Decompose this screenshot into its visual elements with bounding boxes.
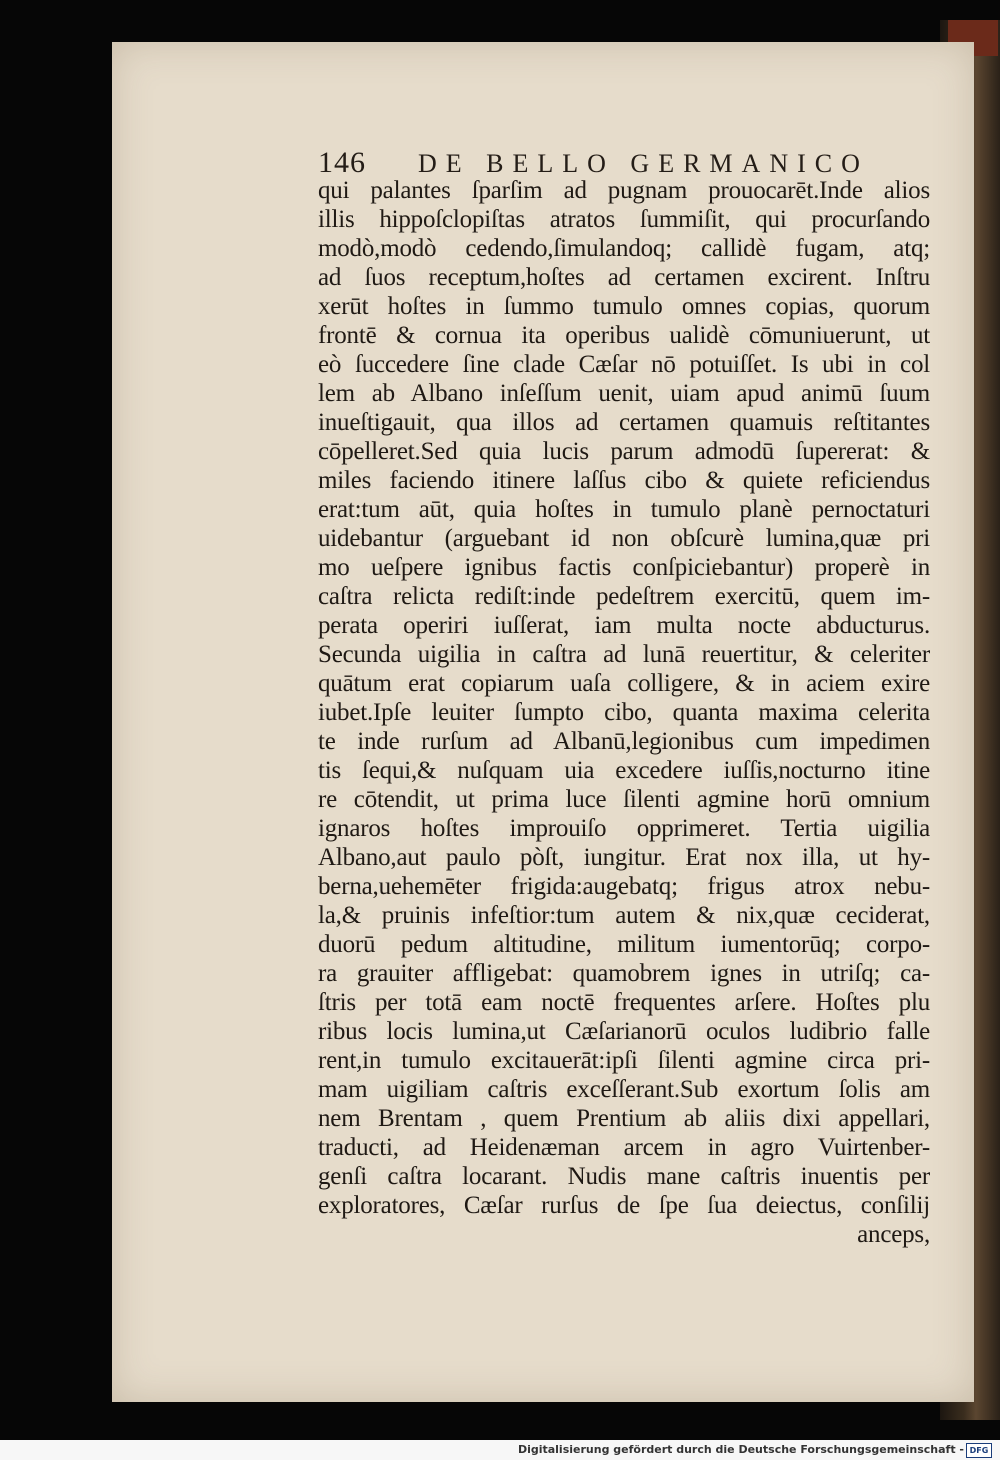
text-line: xerūt hoſtes in ſummo tumulo omnes copias, quorum [318,293,930,320]
text-line: eò ſuccedere ſine clade Cæſar nō potuiſſet. Is ubi in col [318,351,930,378]
text-line: ribus locis lumina,ut Cæſarianorū oculos ludibrio falle [318,1018,930,1045]
text-line: tis ſequi,& nuſquam uia excedere iuſſis,nocturno itine [318,757,930,784]
text-line: modò,modò cedendo,ſimulandoq; callidè fugam, atq; [318,235,930,262]
text-line: iubet.Ipſe leuiter ſumpto cibo, quanta maxima celerita [318,699,930,726]
text-line: lem ab Albano inſeſſum uenit, uiam apud animū ſuum [318,380,930,407]
digitization-footer [0,1440,1000,1460]
text-line: ad ſuos receptum,hoſtes ad certamen excirent. Inſtru [318,264,930,291]
text-line: berna,uehemēter frigida:augebatq; frigus atrox nebu- [318,873,930,900]
text-line: re cōtendit, ut prima luce ſilenti agmine horū omnium [318,786,930,813]
text-line: Secunda uigilia in caſtra ad lunā reuertitur, & celeriter [318,641,930,668]
dfg-logo-icon: DFG [966,1443,992,1458]
text-line: rent,in tumulo excitauerāt:ipſi ſilenti agmine circa pri- [318,1047,930,1074]
text-line: nem Brentam , quem Prentium ab aliis dixi appellari, [318,1105,930,1132]
text-line: qui palantes ſparſim ad pugnam prouocarēt.Inde alios [318,177,930,204]
text-line: ra grauiter affligebat: quamobrem ignes in utriſq; ca- [318,960,930,987]
text-line: ſtris per totā eam noctē frequentes arſere. Hoſtes plu [318,989,930,1016]
text-line: frontē & cornua ita operibus ualidè cōmuniuerunt, ut [318,322,930,349]
text-line: quātum erat copiarum uaſa colligere, & in aciem exire [318,670,930,697]
text-line: cōpelleret.Sed quia lucis parum admodū ſupererat: & [318,438,930,465]
body-text [318,176,930,1249]
text-line: uidebantur (arguebant id non obſcurè lumina,quæ pri [318,525,930,552]
text-line: traducti, ad Heidenæman arcem in agro Vuirtenber- [318,1134,930,1161]
running-title: DE BELLO GERMANICO [418,149,869,178]
text-line: perata operiri iuſſerat, iam multa nocte abducturus. [318,612,930,639]
text-line: mo ueſpere ignibus factis conſpiciebantur) properè in [318,554,930,581]
text-line: Albano,aut paulo pòſt, iungitur. Erat nox illa, ut hy- [318,844,930,871]
text-line: te inde rurſum ad Albanū,legionibus cum impedimen [318,728,930,755]
funding-notice: Digitalisierung gefördert durch die Deutsche Forschungsgemeinschaft - [517,1443,964,1456]
text-line: exploratores, Cæſar rurſus de ſpe ſua deiectus, conſilij [318,1192,930,1219]
text-line: inueſtigauit, qua illos ad certamen quamuis reſtitantes [318,409,930,436]
text-line: ignaros hoſtes improuiſo opprimeret. Tertia uigilia [318,815,930,842]
text-line: illis hippoſclopiſtas atratos ſummiſit, qui procurſando [318,206,930,233]
text-line: mam uigiliam caſtris exceſſerant.Sub exortum ſolis am [318,1076,930,1103]
text-line: miles faciendo itinere laſſus cibo & quiete reficiendus [318,467,930,494]
catchword: anceps, [857,1221,930,1248]
text-line: duorū pedum altitudine, militum iumentorūq; corpo- [318,931,930,958]
text-line: la,& pruinis infeſtior:tum autem & nix,quæ ceciderat, [318,902,930,929]
text-line: erat:tum aūt, quia hoſtes in tumulo planè pernoctaturi [318,496,930,523]
text-line: caſtra relicta rediſt:inde pedeſtrem exercitū, quem im- [318,583,930,610]
text-line: genſi caſtra locarant. Nudis mane caſtris inuentis per [318,1163,930,1190]
page-number: 146 [318,146,366,179]
running-head [318,146,878,178]
